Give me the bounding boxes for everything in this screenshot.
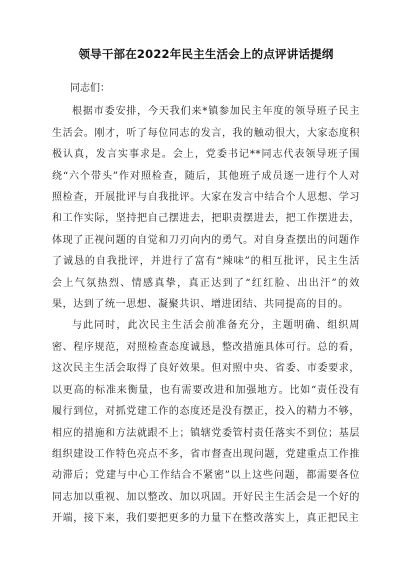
document-title: 领导干部在2022年民主生活会上的点评讲话提纲 <box>78 47 334 61</box>
paragraph-2: 与此同时，此次民主生活会前准备充分，主题明确、组织周密、程序规范，对照检查态度诚恳，整改措施具体可行。总的看，这次民主生活会取得了良好效果。但对照中央、省委、市委要求，以更高的标准来衡量，也有需要改进和加强地方。比如“责任没有履行到位，对抓党建工作的态度还是没有摆正，投入的精力不够，相应的措施和方法就跟不上；镇辖党委管村责任落实不到位；基层组织建设工作特色亮点不多，省市督查出现问题，党建重点工作推动滞后；党建与中心工作结合不紧密”以上这些问题，都需要各位同志加以重视、加以整改、加以巩固。开好民主生活会是一个好的开端，接下来，我们要把更多的力量下在整改落实上，真正把民主 <box>52 320 360 525</box>
paragraph-1: 根据市委安排，今天我们来*镇参加民主年度的领导班子民主生活会。刚才，听了每位同志的发言，我的触动很大，大家态度积极认真，发言实事求是。会上，党委书记**同志代表领导班子围绕“六个带头”作对照检查，随后，其他班子成员逐一进行个人对照检查，开展批评与自我批评。大家在发言中结合个人思想、学习和工作实际，坚持把自己摆进去，把职责摆进去，把工作摆进去，体现了正视问题的自觉和刀刃向内的勇气。对自身查摆出的问题作了诚恳的自我批评，并进行了富有“辣味”的相互批评，民主生活会上气氛热烈、情感真挚，真正达到了“红红脸、出出汗”的效果，达到了统一思想、凝聚共识、增进团结、共同提高的目的。 <box>52 106 360 311</box>
greeting-text: 同志们： <box>70 83 110 94</box>
